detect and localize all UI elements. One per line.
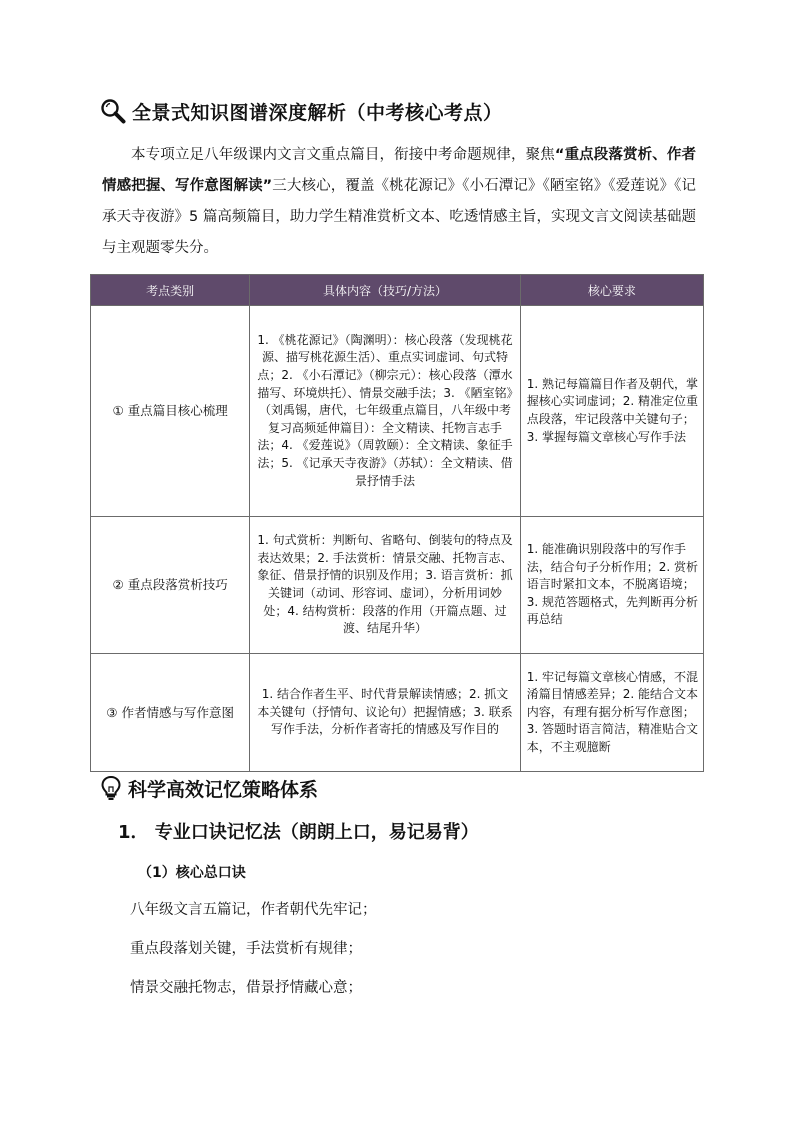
table-row [91,654,704,772]
intro-text-part2: 三大核心，覆盖《桃花源记》《小石潭记》《陋室铭》《爱莲说》《记承天寺夜游》5 篇高频篇目，助力学生精准赏析文本、吃透情感主旨，实现文言文阅读基础题与主观题零失分。 [102,178,696,256]
subheading-mnemonic-method: 1． 专业口诀记忆法（朗朗上口，易记易背） [118,822,479,843]
table-row [91,306,704,517]
subheading-core-mnemonic: （1）核心总口诀 [138,865,246,881]
section-heading-memory [100,774,318,802]
cell-content: 1. 结合作者生平、时代背景解读情感；2. 抓文本关键句（抒情句、议论句）把握情感；3. 联系写作手法，分析作者寄托的情感及写作目的 [250,654,520,772]
key-points-table [90,274,704,772]
header-category: 考点类别 [91,275,250,306]
mnemonic-line: 八年级文言五篇记，作者朝代先牢记； [130,902,377,918]
table-header-row [91,275,704,306]
cell-requirement: 1. 熟记每篇篇目作者及朝代，掌握核心实词虚词；2. 精准定位重点段落，牢记段落中关键句子；3. 掌握每篇文章核心写作手法 [520,306,703,517]
header-content: 具体内容（技巧/方法） [250,275,520,306]
header-requirement: 核心要求 [520,275,703,306]
lightbulb-icon [100,775,122,801]
cell-content: 1. 《桃花源记》（陶渊明）：核心段落（发现桃花源、描写桃花源生活）、重点实词虚词、句式特点；2. 《小石潭记》（柳宗元）：核心段落（潭水描写、环境烘托）、情景交融手法；3. 《陋室铭》（刘禹锡，唐代，七年级重点篇目，八年级中考复习高频延伸篇目）：全文精读、托物言志手法；4. 《爱莲说》（周敦颐）：全文精读、象征手法；5. 《记承天寺夜游》（苏轼）：全文精读、借景抒情手法 [250,306,520,517]
intro-paragraph [102,140,696,264]
cell-requirement: 1. 牢记每篇文章核心情感，不混淆篇目情感差异；2. 能结合文本内容，有理有据分析写作意图；3. 答题时语言简洁，精准贴合文本，不主观臆断 [520,654,703,772]
heading-text: 科学高效记忆策略体系 [128,778,319,801]
cell-content: 1. 句式赏析：判断句、省略句、倒装句的特点及表达效果；2. 手法赏析：情景交融、托物言志、象征、借景抒情的识别及作用；3. 语言赏析：抓关键词（动词、形容词、虚词），分析用词妙处；4. 结构赏析：段落的作用（开篇点题、过渡、结尾升华） [250,517,520,654]
mnemonic-line: 重点段落划关键，手法赏析有规律； [130,941,362,957]
cell-category: ③ 作者情感与写作意图 [91,654,250,772]
table-row [91,517,704,654]
intro-text-bold: “重点段落赏析、作者情感把握、写作意图解读” [102,147,697,194]
cell-category: ① 重点篇目核心梳理 [91,306,250,517]
heading-text: 全景式知识图谱深度解析（中考核心考点） [132,101,503,124]
cell-requirement: 1. 能准确识别段落中的写作手法，结合句子分析作用；2. 赏析语言时紧扣文本，不脱离语境；3. 规范答题格式，先判断再分析再总结 [520,517,703,654]
intro-text-part1: 本专项立足八年级课内文言文重点篇目，衔接中考命题规律，聚焦 [131,147,555,163]
cell-category: ② 重点段落赏析技巧 [91,517,250,654]
magnifier-icon [100,98,126,124]
mnemonic-line: 情景交融托物志，借景抒情藏心意； [130,980,362,996]
section-heading-knowledge-map [100,96,503,126]
